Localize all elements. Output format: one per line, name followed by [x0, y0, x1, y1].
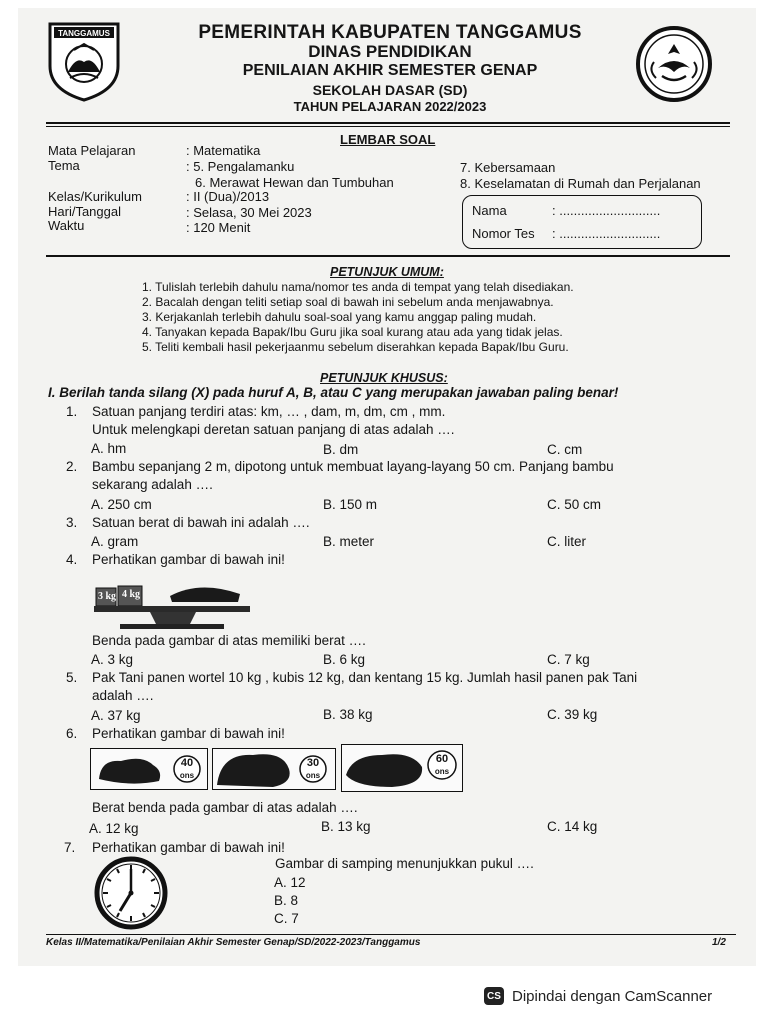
q6-text: Perhatikan gambar di bawah ini! [92, 726, 285, 741]
mapel-value: : Matematika [186, 143, 261, 158]
footer-divider [46, 934, 736, 935]
kelas-value: : II (Dua)/2013 [186, 189, 270, 204]
weight-unit-2: ons [305, 771, 321, 780]
q4-text2: Benda pada gambar di atas memiliki berat …. [92, 633, 366, 648]
q3-text: Satuan berat di bawah ini adalah …. [92, 515, 310, 530]
q1-number: 1. [66, 404, 78, 419]
mapel-label: Mata Pelajaran [48, 143, 136, 158]
waktu-label: Waktu [48, 218, 85, 233]
q1-text2: Untuk melengkapi deretan satuan panjang di atas adalah …. [92, 422, 455, 437]
q4-text: Perhatikan gambar di bawah ini! [92, 552, 285, 567]
hari-label: Hari/Tanggal [48, 204, 121, 219]
q2-option-b[interactable]: B. 150 m [323, 497, 378, 512]
weight-badge-2: 30 [306, 757, 320, 769]
petunjuk-umum-item: 2. Bacalah dengan teliti setiap soal di bawah ini sebelum anda menjawabnya. [142, 295, 554, 309]
q3-option-a[interactable]: A. gram [91, 534, 139, 549]
petunjuk-umum-item: 1. Tulislah terlebih dahulu nama/nomor tes anda di tempat yang telah disediakan. [142, 280, 574, 294]
q6-number: 6. [66, 726, 78, 741]
q1-text: Satuan panjang terdiri atas: km, … , dam, m, dm, cm , mm. [92, 404, 446, 419]
petunjuk-umum-item: 3. Kerjakanlah terlebih dahulu soal-soal yang kamu anggap paling mudah. [142, 310, 537, 324]
nomor-tes-field[interactable]: : ............................ [552, 226, 661, 241]
header-line5: TAHUN PELAJARAN 2022/2023 [293, 99, 487, 114]
nama-field[interactable]: : ............................ [552, 203, 661, 218]
q6-option-b[interactable]: B. 13 kg [321, 819, 371, 834]
tema-value-3: 7. Kebersamaan [460, 160, 556, 175]
q3-option-b[interactable]: B. meter [323, 534, 375, 549]
tema-value-1: : 5. Pengalamanku [186, 159, 295, 174]
petunjuk-umum-item: 5. Teliti kembali hasil pekerjaanmu sebelum diserahkan kepada Bapak/Ibu Guru. [142, 340, 569, 354]
weight-unit-1: ons [179, 771, 195, 780]
q7-option-a[interactable]: A. 12 [274, 875, 306, 890]
q6-option-c[interactable]: C. 14 kg [547, 819, 598, 834]
header-line2: DINAS PENDIDIKAN [308, 42, 472, 61]
hari-value: : Selasa, 30 Mei 2023 [186, 205, 312, 220]
tema-label: Tema [48, 158, 80, 173]
camscanner-text: Dipindai dengan CamScanner [512, 987, 713, 1005]
nomor-tes-label: Nomor Tes [472, 226, 535, 241]
q4-option-a[interactable]: A. 3 kg [91, 652, 134, 667]
camscanner-watermark [484, 982, 712, 1010]
object-frame-3 [341, 744, 463, 792]
footer-text: Kelas II/Matematika/Penilaian Akhir Semester Genap/SD/2022-2023/Tanggamus [46, 937, 421, 948]
q7-option-c[interactable]: C. 7 [274, 911, 299, 926]
petunjuk-umum-title: PETUNJUK UMUM: [330, 265, 444, 279]
header-line4: SEKOLAH DASAR (SD) [312, 82, 468, 98]
q7-option-b[interactable]: B. 8 [274, 893, 299, 908]
q6-option-a[interactable]: A. 12 kg [89, 821, 139, 836]
q5-number: 5. [66, 670, 78, 685]
q2-text: Bambu sepanjang 2 m, dipotong untuk membuat layang-layang 50 cm. Panjang bambu [92, 459, 614, 474]
weight-badge-3: 60 [435, 753, 449, 765]
q1-option-c[interactable]: C. cm [547, 442, 583, 457]
q5-option-b[interactable]: B. 38 kg [323, 707, 373, 722]
petunjuk-khusus-title: PETUNJUK KHUSUS: [320, 371, 448, 385]
weight-unit-3: ons [434, 767, 450, 776]
kelas-label: Kelas/Kurikulum [48, 189, 142, 204]
scale-illustration [90, 578, 254, 630]
header-line1: PEMERINTAH KABUPATEN TANGGAMUS [198, 22, 582, 43]
info-divider [46, 255, 730, 257]
q5-text: Pak Tani panen wortel 10 kg , kubis 12 kg, dan kentang 15 kg. Jumlah hasil panen pak Tani [92, 670, 638, 685]
q7-number: 7. [64, 840, 76, 855]
weight-label-1: 3 kg [98, 591, 117, 602]
q3-number: 3. [66, 515, 78, 530]
q2-text2: sekarang adalah …. [92, 477, 213, 492]
header-divider [46, 122, 730, 124]
clock-icon [94, 856, 168, 930]
nama-label: Nama [472, 203, 507, 218]
page-number: 1/2 [712, 937, 726, 948]
q7-text: Perhatikan gambar di bawah ini! [92, 840, 285, 855]
q1-option-b[interactable]: B. dm [323, 442, 359, 457]
tema-value-4: 8. Keselamatan di Rumah dan Perjalanan [460, 176, 701, 191]
q6-text2: Berat benda pada gambar di atas adalah …. [92, 800, 358, 815]
q4-option-c[interactable]: C. 7 kg [547, 652, 590, 667]
header-divider-thin [46, 126, 730, 127]
tut-wuri-handayani-logo [634, 24, 714, 104]
q7-text2: Gambar di samping menunjukkan pukul …. [275, 856, 534, 871]
q2-number: 2. [66, 459, 78, 474]
camscanner-icon: CS [484, 987, 504, 1005]
q3-option-c[interactable]: C. liter [547, 534, 587, 549]
q5-option-c[interactable]: C. 39 kg [547, 707, 598, 722]
q4-option-b[interactable]: B. 6 kg [323, 652, 366, 667]
tanggamus-logo [46, 20, 122, 102]
sheet-title: LEMBAR SOAL [340, 132, 436, 147]
logo-label: TANGGAMUS [58, 29, 110, 38]
q1-option-a[interactable]: A. hm [91, 441, 127, 456]
weight-label-2: 4 kg [122, 589, 141, 600]
q5-text2: adalah …. [92, 688, 154, 703]
waktu-value: : 120 Menit [186, 220, 251, 235]
q5-option-a[interactable]: A. 37 kg [91, 708, 141, 723]
weight-badge-1: 40 [180, 757, 194, 769]
petunjuk-umum-item: 4. Tanyakan kepada Bapak/Ibu Guru jika soal kurang atau ada yang tidak jelas. [142, 325, 563, 339]
petunjuk-khusus-instruction: I. Berilah tanda silang (X) pada huruf A, B, atau C yang merupakan jawaban paling benar! [48, 385, 619, 400]
object-frame-2 [212, 748, 336, 790]
q4-number: 4. [66, 552, 78, 567]
object-frame-1 [90, 748, 208, 790]
tema-value-2: 6. Merawat Hewan dan Tumbuhan [195, 175, 394, 190]
header-line3: PENILAIAN AKHIR SEMESTER GENAP [242, 62, 538, 79]
q2-option-a[interactable]: A. 250 cm [91, 497, 152, 512]
q2-option-c[interactable]: C. 50 cm [547, 497, 602, 512]
